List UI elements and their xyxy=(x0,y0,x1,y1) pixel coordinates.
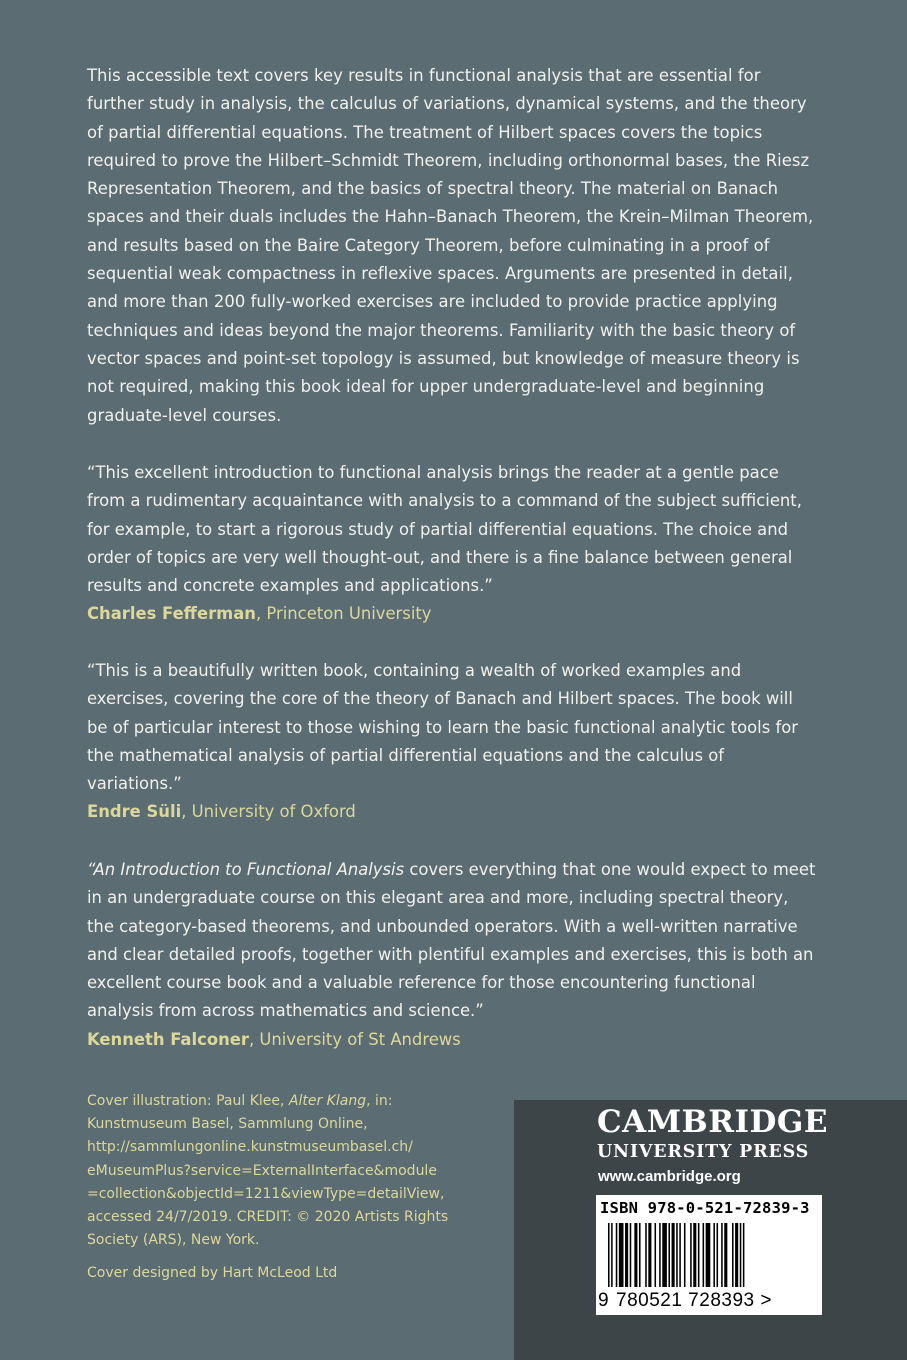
reviewer-affiliation: , University of Oxford xyxy=(181,802,356,822)
barcode-bar xyxy=(713,1223,715,1287)
barcode-bar xyxy=(698,1223,700,1287)
barcode-bar xyxy=(690,1223,692,1287)
quote-attribution xyxy=(87,600,817,628)
barcode-bar xyxy=(676,1223,678,1287)
barcode-first-digit: 9 xyxy=(598,1290,610,1311)
barcode-bar xyxy=(717,1223,719,1287)
barcode-bar xyxy=(735,1223,738,1287)
quote-text: “This excellent introduction to functional analysis brings the reader at a gentle pace from a rudimentary acquaintance with analysis to a command of the subject sufficient, for example, to start a rigorous study of partial differential equations. The choice and order of topics are very well thought-out, and there is a fine balance between general results and concrete examples and applications.” xyxy=(87,463,802,596)
barcode-bar xyxy=(668,1223,670,1287)
cover-illustration-credit xyxy=(87,1090,487,1252)
barcode-bar xyxy=(655,1223,657,1287)
quote-text xyxy=(87,856,817,1026)
publisher-name: CAMBRIDGE xyxy=(597,1104,828,1140)
quote-attribution xyxy=(87,1026,817,1054)
barcode-bars xyxy=(606,1223,806,1287)
review-quote-3 xyxy=(87,856,817,1054)
isbn-barcode xyxy=(596,1195,822,1315)
quote-attribution xyxy=(87,798,817,826)
barcode-bar xyxy=(684,1223,686,1287)
barcode-bar xyxy=(611,1223,613,1287)
barcode-bar xyxy=(732,1223,734,1287)
barcode-bar xyxy=(619,1223,624,1287)
review-quote-2 xyxy=(87,657,817,827)
isbn-label: ISBN 978-0-521-72839-3 xyxy=(600,1199,810,1217)
credit-suffix: , in: Kunstmuseum Basel, Sammlung Online, http://sammlungonline.kunstmuseumbasel.ch/ eMuseumPlus?service=ExternalInterface&module =collection&objectId=1211&viewType=detailView, accessed 24/7/2019. CREDIT: © 2020 Artists Rights Society (ARS), New York. xyxy=(87,1093,449,1249)
quote-body: covers everything that one would expect to meet in an undergraduate course on this elegant area and more, including spectral theory, the category-based theorems, and unbounded operators. With a well-written narrative and clear detailed proofs, together with plentiful examples and exercises, this is both an excellent course book and a valuable reference for those encountering functional analysis from across mathematics and science.” xyxy=(87,860,816,1021)
barcode-bar xyxy=(703,1223,705,1287)
credit-prefix: Cover illustration: Paul Klee, xyxy=(87,1093,289,1109)
barcode-bar xyxy=(693,1223,696,1287)
barcode-digit-string: 780521 728393 > xyxy=(616,1290,772,1311)
barcode-bar xyxy=(672,1223,675,1287)
reviewer-name: Kenneth Falconer xyxy=(87,1029,249,1049)
reviewer-affiliation: , Princeton University xyxy=(255,604,432,624)
review-quote-1 xyxy=(87,459,817,629)
publisher-url[interactable]: www.cambridge.org xyxy=(598,1168,741,1185)
barcode-bar xyxy=(630,1223,632,1287)
barcode-bar xyxy=(679,1223,681,1287)
quote-text: “This is a beautifully written book, containing a wealth of worked examples and exercises, covering the core of the theory of Banach and Hilbert spaces. The book will be of particular interest to those wishing to learn the basic functional analytic tools for the mathematical analysis of partial differential equations and the calculus of variations.” xyxy=(87,661,798,794)
barcode-bar xyxy=(721,1223,723,1287)
barcode-bar xyxy=(706,1223,711,1287)
publisher-press: UNIVERSITY PRESS xyxy=(597,1142,810,1162)
barcode-bar xyxy=(639,1223,641,1287)
barcode-bar xyxy=(659,1223,661,1287)
barcode-bar xyxy=(616,1223,618,1287)
barcode-bar xyxy=(608,1223,610,1287)
barcode-bar xyxy=(740,1223,742,1287)
barcode-bar xyxy=(662,1223,667,1287)
barcode-bar xyxy=(724,1223,727,1287)
book-title: “An Introduction to Functional Analysis xyxy=(87,860,405,879)
reviewer-affiliation: , University of St Andrews xyxy=(248,1029,461,1049)
barcode-bar xyxy=(625,1223,628,1287)
reviewer-name: Endre Süli xyxy=(87,802,182,822)
barcode-bar xyxy=(743,1223,745,1287)
cover-designer-credit: Cover designed by Hart McLeod Ltd xyxy=(87,1265,338,1281)
reviewer-name: Charles Fefferman xyxy=(87,604,256,624)
blurb-text xyxy=(87,62,817,458)
blurb-paragraph: This accessible text covers key results in functional analysis that are essential for further study in analysis, the calculus of variations, dynamical systems, and the theory of partial differential equations. The treatment of Hilbert spaces covers the topics required to prove the Hilbert–Schmidt Theorem, including orthonormal bases, the Riesz Representation Theorem, and the basics of spectral theory. The material on Banach spaces and their duals includes the Hahn–Banach Theorem, the Krein–Milman Theorem, and results based on the Baire Category Theorem, before culminating in a proof of sequential weak compactness in reflexive spaces. Arguments are presented in detail, and more than 200 fully-worked exercises are included to provide practice applying techniques and ideas beyond the major theorems. Familiarity with the basic theory of vector spaces and point-set topology is assumed, but knowledge of measure theory is not required, making this book ideal for upper undergraduate-level and beginning graduate-level courses. xyxy=(87,66,814,425)
artwork-title: Alter Klang xyxy=(288,1093,367,1109)
barcode-bar xyxy=(648,1223,651,1287)
barcode-bar xyxy=(645,1223,647,1287)
barcode-bar xyxy=(634,1223,637,1287)
